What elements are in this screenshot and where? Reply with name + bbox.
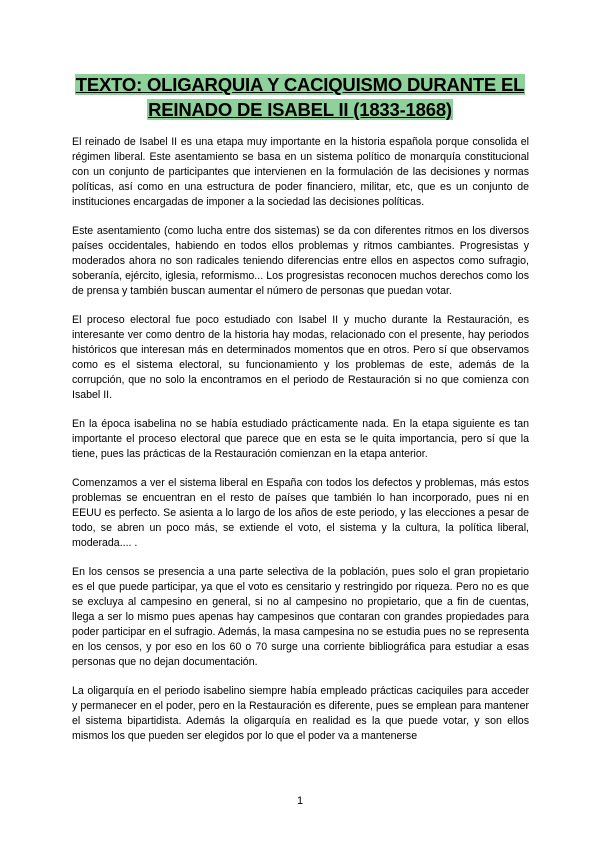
paragraph-1: El reinado de Isabel II es una etapa muy importante en la historia española porque consolida el régimen liberal. Este asentamiento se basa en un sistema político de monarquía constitucional con un conjunto de participantes que intervienen en la formulación de las decisiones y normas políticas, así como en una estructura de poder financiero, militar, etc, que es un conjunto de instituciones encargadas de imponer a la sociedad las decisiones políticas. — [72, 136, 529, 208]
title-line-1: TEXTO: OLIGARQUIA Y CACIQUISMO DURANTE EL — [75, 74, 525, 95]
paragraph-6: En los censos se presencia a una parte selectiva de la población, pues solo el gran propietario es el que puede participar, ya que el voto es censitario y restringido por riqueza. Pero no es que se excluya al campesino en general, si no al campesino no propietario, que a fin de cuentas, llega a ser lo mismo pues apenas hay campesinos que contaran con grandes propiedades para poder participar en el sufragio. Además, la masa campesina no se estudia pues no se representa en los censos, y por eso en los 60 o 70 surge una corriente bibliográfica para estudiar a esas personas que no dejan documentación. — [72, 566, 529, 668]
page-number: 1 — [296, 795, 304, 807]
title-line-2: REINADO DE ISABEL II (1833-1868) — [148, 99, 452, 120]
paragraph-5: Comenzamos a ver el sistema liberal en España con todos los defectos y problemas, más estos problemas se encuentran en el resto de países que también lo han incorporado, pues ni en EEUU es perfecto. Se asienta a lo largo de los años de este periodo, y las elecciones a pesar de todo, se abren un poco más, se extiende el voto, el sistema y la cultura, la política liberal, moderada.... . — [72, 477, 529, 549]
document-body — [72, 135, 529, 758]
paragraph-4: En la época isabelina no se había estudiado prácticamente nada. En la etapa siguiente es tan importante el proceso electoral que parece que en esta se le quita importancia, pero sí que la tiene, pues las prácticas de la Restauración comienzan en la etapa anterior. — [72, 418, 529, 460]
document-title — [60, 73, 540, 123]
paragraph-7: La oligarquía en el periodo isabelino siempre había empleado prácticas caciquiles para acceder y permanecer en el poder, pero en la Restauración es diferente, pues se emplean para mantener el sistema bipartidista. Además la oligarquía en realidad es la que puede votar, y son ellos mismos los que pueden ser elegidos por lo que el poder va a mantenerse — [72, 685, 529, 742]
paragraph-2: Este asentamiento (como lucha entre dos sistemas) se da con diferentes ritmos en los diversos países occidentales, habiendo en todos ellos problemas y ritmos cambiantes. Progresistas y moderados ahora no son radicales teniendo diferencias entre ellos en aspectos como sufragio, soberanía, ejército, iglesia, reformismo... Los progresistas reconocen muchos derechos como los de prensa y también buscan aumentar el número de personas que puedan votar. — [72, 225, 529, 297]
paragraph-3: El proceso electoral fue poco estudiado con Isabel II y mucho durante la Restauración, es interesante ver como dentro de la historia hay modas, relacionado con el presente, hay periodos históricos que interesan más en determinados momentos que en otros. Pero sí que observamos como es el sistema electoral, su funcionamiento y los problemas de este, además de la corrupción, que no solo la encontramos en el periodo de Restauración si no que comienza con Isabel II. — [72, 314, 529, 401]
